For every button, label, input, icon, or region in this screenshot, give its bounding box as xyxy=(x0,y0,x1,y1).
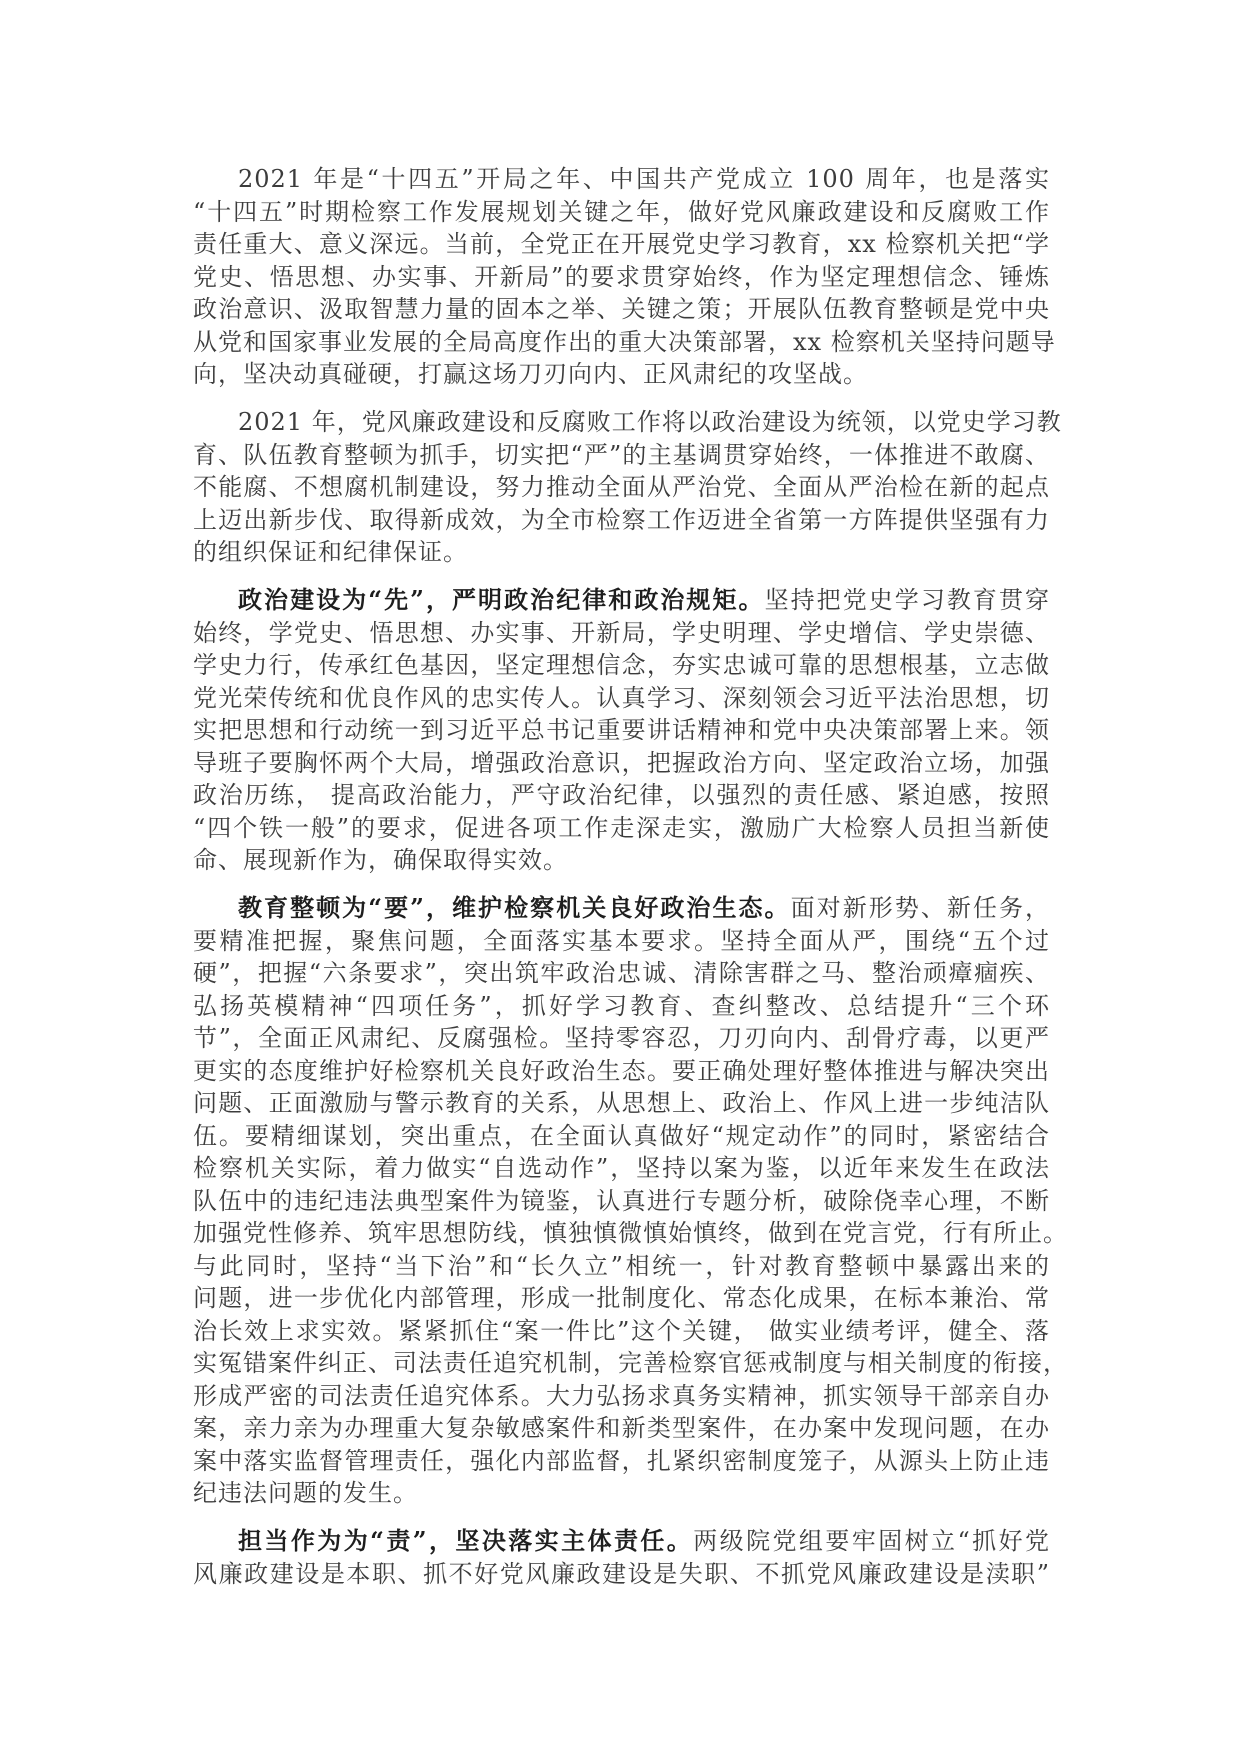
line-text: 加强党性修养、筑牢思想防线，慎独慎微慎始慎终，做到在党言党，行有所止。 xyxy=(193,1219,1068,1247)
line-text: 党光荣传统和优良作风的忠实传人。认真学习、深刻领会习近平法治思想，切 xyxy=(193,683,1050,712)
line-text: 伍。要精细谋划，突出重点，在全面认真做好“规定动作”的同时，紧密结合 xyxy=(193,1121,1050,1150)
line-text: “四个铁一般”的要求，促进各项工作走深走实，激励广大检察人员担当新使 xyxy=(193,813,1050,842)
line-text: 政治意识、汲取智慧力量的固本之举、关键之策；开展队伍教育整顿是党中央 xyxy=(193,295,1050,323)
line-text: 上迈出新步伐、取得新成效，为全市检察工作迈进全省第一方阵提供坚强有力 xyxy=(193,505,1050,534)
line-text: 学史力行，传承红色基因，坚定理想信念，夯实忠诚可靠的思想根基，立志做 xyxy=(193,651,1050,679)
line-text: 节”，全面正风肃纪、反腐强检。坚持零容忍，刀刃向内、刮骨疗毒，以更严 xyxy=(193,1024,1050,1052)
line-text: 面对新形势、新任务， xyxy=(790,894,1051,922)
line-text: 党史、悟思想、办实事、开新局”的要求贯穿始终，作为坚定理想信念、锤炼 xyxy=(193,262,1050,291)
text-line xyxy=(193,406,1062,439)
text-line xyxy=(193,925,1050,958)
line-text: 始终，学党史、悟思想、办实事、开新局，学史明理、学史增信、学史崇德、 xyxy=(193,618,1050,647)
text-line xyxy=(193,1120,1050,1153)
paragraph xyxy=(193,1525,1050,1590)
line-text: 更实的态度维护好检察机关良好政治生态。要正确处理好整体推进与解决突出 xyxy=(193,1056,1050,1085)
text-line xyxy=(193,649,1050,682)
text-line xyxy=(193,1525,1050,1558)
text-line xyxy=(193,1445,1050,1478)
line-text: 队伍中的违纪违法典型案件为镜鉴，认真进行专题分析，破除侥幸心理，不断 xyxy=(193,1186,1050,1215)
text-line xyxy=(193,293,1050,326)
line-text: 实冤错案件纠正、司法责任追究机制，完善检察官惩戒制度与相关制度的衔接， xyxy=(193,1349,1068,1377)
line-text: 案，亲力亲为办理重大复杂敏感案件和新类型案件，在办案中发现问题，在办 xyxy=(193,1414,1050,1442)
text-line xyxy=(193,617,1050,650)
text-line xyxy=(193,196,1050,229)
line-text: 育、队伍教育整顿为抓手，切实把“严”的主基调贯穿始终，一体推进不敢腐、 xyxy=(193,440,1050,469)
paragraph-heading: 政治建设为“先”，严明政治纪律和政治规矩。 xyxy=(238,585,765,614)
line-text: 形成严密的司法责任追究体系。大力弘扬求真务实精神，抓实领导干部亲自办 xyxy=(193,1381,1050,1410)
text-line xyxy=(193,1152,1050,1185)
text-line xyxy=(193,957,1050,990)
document-body xyxy=(193,163,1068,1606)
line-text: 纪违法问题的发生。 xyxy=(193,1479,418,1507)
text-line xyxy=(193,471,1050,504)
line-text: 责任重大、意义深远。当前，全党正在开展党史学习教育，xx 检察机关把“学 xyxy=(193,230,1050,258)
line-text: 与此同时，坚持“当下治”和“长久立”相统一，针对教育整顿中暴露出来的 xyxy=(193,1251,1050,1280)
paragraph xyxy=(193,584,1050,877)
text-line xyxy=(193,584,1050,617)
paragraph xyxy=(193,892,1068,1510)
line-text: 政治历练， 提高政治能力，严守政治纪律，以强烈的责任感、紧迫感，按照 xyxy=(193,781,1050,809)
text-line xyxy=(193,1087,1050,1120)
line-text: 不能腐、不想腐机制建设，努力推动全面从严治党、全面从严治检在新的起点 xyxy=(193,473,1050,501)
paragraph xyxy=(193,163,1056,391)
line-text: 坚持把党史学习教育贯穿 xyxy=(764,586,1051,614)
text-line xyxy=(193,1282,1050,1315)
line-text: 风廉政建设是本职、抓不好党风廉政建设是失职、不抓党风廉政建设是渎职” xyxy=(193,1559,1050,1588)
text-line xyxy=(193,326,1056,359)
line-text: “十四五”时期检察工作发展规划关键之年，做好党风廉政建设和反腐败工作 xyxy=(193,197,1050,226)
text-line xyxy=(193,747,1050,780)
line-text: 实把思想和行动统一到习近平总书记重要讲话精神和党中央决策部署上来。领 xyxy=(193,716,1050,744)
text-line xyxy=(193,358,1050,391)
text-line xyxy=(193,812,1050,845)
text-line xyxy=(193,779,1050,812)
text-line xyxy=(193,504,1050,537)
text-line xyxy=(193,1477,1050,1510)
paragraph xyxy=(193,406,1062,569)
text-line xyxy=(193,439,1050,472)
text-line xyxy=(193,1347,1068,1380)
text-line xyxy=(193,1315,1050,1348)
line-text: 命、展现新作为，确保取得实效。 xyxy=(193,846,568,874)
text-line xyxy=(193,990,1050,1023)
text-line xyxy=(193,844,1050,877)
line-text: 问题、正面激励与警示教育的关系，从思想上、政治上、作风上进一步纯洁队 xyxy=(193,1089,1050,1117)
line-text: 2021 年是“十四五”开局之年、中国共产党成立 100 周年，也是落实 xyxy=(238,165,1050,193)
text-line xyxy=(193,1412,1050,1445)
text-line xyxy=(193,1250,1050,1283)
line-text: 弘扬英模精神“四项任务”，抓好学习教育、查纠整改、总结提升“三个环 xyxy=(193,991,1050,1020)
line-text: 检察机关实际，着力做实“自选动作”，坚持以案为鉴，以近年来发生在政法 xyxy=(193,1154,1050,1182)
text-line xyxy=(193,228,1050,261)
line-text: 从党和国家事业发展的全局高度作出的重大决策部署，xx 检察机关坚持问题导 xyxy=(193,327,1056,356)
text-line xyxy=(193,1185,1050,1218)
text-line xyxy=(193,714,1050,747)
text-line xyxy=(193,892,1050,925)
line-text: 问题，进一步优化内部管理，形成一批制度化、常态化成果，在标本兼治、常 xyxy=(193,1284,1050,1312)
line-text: 治长效上求实效。紧紧抓住“案一件比”这个关键， 做实业绩考评，健全、落 xyxy=(193,1316,1050,1345)
text-line xyxy=(193,1217,1068,1250)
line-text: 两级院党组要牢固树立“抓好党 xyxy=(693,1527,1051,1555)
text-line xyxy=(193,1380,1050,1413)
line-text: 案中落实监督管理责任，强化内部监督，扎紧织密制度笼子，从源头上防止违 xyxy=(193,1446,1050,1475)
text-line xyxy=(193,1558,1050,1591)
text-line xyxy=(193,163,1050,196)
line-text: 硬”，把握“六条要求”，突出筑牢政治忠诚、清除害群之马、整治顽瘴痼疾、 xyxy=(193,959,1050,987)
line-text: 要精准把握，聚焦问题，全面落实基本要求。坚持全面从严，围绕“五个过 xyxy=(193,926,1050,955)
line-text: 2021 年，党风廉政建设和反腐败工作将以政治建设为统领，以党史学习教 xyxy=(238,408,1062,436)
line-text: 导班子要胸怀两个大局，增强政治意识，把握政治方向、坚定政治立场，加强 xyxy=(193,748,1050,777)
text-line xyxy=(193,536,1050,569)
text-line xyxy=(193,1022,1050,1055)
text-line xyxy=(193,682,1050,715)
paragraph-heading: 教育整顿为“要”，维护检察机关良好政治生态。 xyxy=(238,893,791,922)
line-text: 向，坚决动真碰硬，打赢这场刀刃向内、正风肃纪的攻坚战。 xyxy=(193,360,868,388)
line-text: 的组织保证和纪律保证。 xyxy=(193,538,468,566)
text-line xyxy=(193,1055,1050,1088)
paragraph-heading: 担当作为为“责”，坚决落实主体责任。 xyxy=(238,1526,694,1555)
text-line xyxy=(193,261,1050,294)
